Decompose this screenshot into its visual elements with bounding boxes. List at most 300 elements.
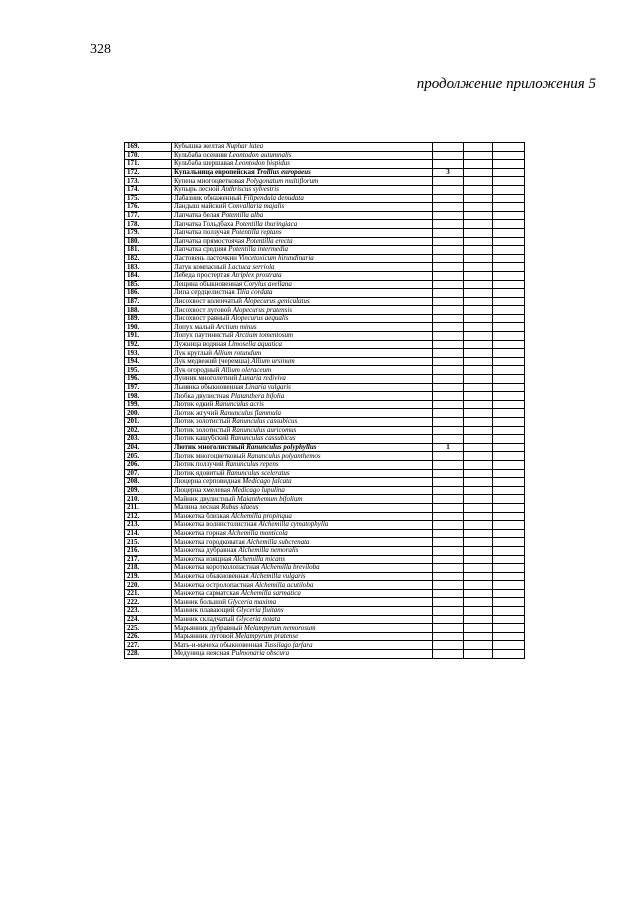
value-cell-3 — [493, 400, 525, 409]
russian-name: Марьянник дубравный — [174, 623, 243, 632]
latin-name: Alopecurus geniculatus — [243, 297, 310, 305]
table-row — [125, 357, 525, 366]
value-cell-3 — [493, 418, 525, 427]
table-row — [125, 418, 525, 427]
value-cell-2 — [464, 615, 493, 624]
species-name-cell — [172, 486, 433, 495]
value-cell-3 — [493, 589, 525, 598]
species-name-cell — [172, 203, 433, 212]
value-cell-2 — [464, 332, 493, 341]
value-cell-1 — [433, 607, 464, 616]
species-name-cell — [172, 237, 433, 246]
row-number: 228. — [125, 650, 172, 659]
species-name-cell — [172, 435, 433, 444]
value-cell-1 — [433, 271, 464, 280]
value-cell-3 — [493, 521, 525, 530]
value-cell-3 — [493, 460, 525, 469]
value-cell-2 — [464, 503, 493, 512]
value-cell-3 — [493, 572, 525, 581]
value-cell-1 — [433, 409, 464, 418]
row-number: 207. — [125, 469, 172, 478]
russian-name: Манник складчатый — [174, 615, 235, 623]
value-cell-1 — [433, 581, 464, 590]
table-row — [125, 254, 525, 263]
species-name-cell — [172, 168, 433, 177]
value-cell-1 — [433, 254, 464, 263]
value-cell-1 — [433, 228, 464, 237]
value-cell-1 — [433, 512, 464, 521]
russian-name: Лютик ядовитый — [174, 469, 225, 477]
russian-name: Лисохвост коленчатый — [174, 297, 243, 305]
value-cell-1 — [433, 521, 464, 530]
row-number: 195. — [125, 366, 172, 375]
row-number: 186. — [125, 289, 172, 298]
russian-name: Купырь лесной — [174, 185, 220, 194]
value-cell-3 — [493, 512, 525, 521]
page-number: 328 — [90, 42, 111, 57]
table-row — [125, 632, 525, 641]
value-cell-2 — [464, 289, 493, 298]
value-cell-1 — [433, 366, 464, 375]
row-number: 169. — [125, 143, 172, 152]
value-cell-1 — [433, 297, 464, 306]
row-number: 213. — [125, 521, 172, 530]
table-row — [125, 340, 525, 349]
table-row — [125, 486, 525, 495]
value-cell-1 — [433, 460, 464, 469]
value-cell-1 — [433, 641, 464, 650]
species-name-cell — [172, 426, 433, 435]
row-number: 226. — [125, 632, 172, 641]
value-cell-1 — [433, 143, 464, 152]
row-number: 176. — [125, 203, 172, 212]
value-cell-1 — [433, 220, 464, 229]
value-cell-3 — [493, 443, 525, 452]
latin-name: Pulmonaria obscura — [231, 649, 290, 658]
russian-name: Лопух малый — [174, 322, 215, 331]
row-number: 219. — [125, 572, 172, 581]
value-cell-3 — [493, 383, 525, 392]
value-cell-1 — [433, 503, 464, 512]
value-cell-2 — [464, 632, 493, 641]
latin-name: Atriplex prostrata — [231, 271, 282, 280]
table-row — [125, 375, 525, 384]
table-row — [125, 555, 525, 564]
row-number: 178. — [125, 220, 172, 229]
table-row — [125, 607, 525, 616]
value-cell-1 — [433, 211, 464, 220]
row-number: 191. — [125, 332, 172, 341]
value-cell-1 — [433, 495, 464, 504]
latin-name: Glyceria maxima — [227, 597, 277, 606]
value-cell-2 — [464, 486, 493, 495]
value-cell-3 — [493, 237, 525, 246]
table-row — [125, 151, 525, 160]
table-row — [125, 143, 525, 152]
value-cell-3 — [493, 555, 525, 564]
value-cell-3 — [493, 177, 525, 186]
value-cell-2 — [464, 375, 493, 384]
value-cell-3 — [493, 203, 525, 212]
russian-name: Лапчатка средняя — [174, 245, 227, 254]
value-cell-1 — [433, 650, 464, 659]
value-cell-3 — [493, 332, 525, 341]
value-cell-3 — [493, 357, 525, 366]
value-cell-3 — [493, 366, 525, 375]
value-cell-2 — [464, 400, 493, 409]
value-cell-2 — [464, 435, 493, 444]
russian-name: Лук медвежий (черемша) — [174, 357, 250, 366]
species-name-cell — [172, 495, 433, 504]
value-cell-3 — [493, 615, 525, 624]
value-cell-1 — [433, 632, 464, 641]
table-row — [125, 598, 525, 607]
table-row — [125, 220, 525, 229]
species-name-cell — [172, 607, 433, 616]
table-row — [125, 332, 525, 341]
latin-name: Alchemilla monticola — [227, 529, 288, 538]
latin-name: Alopecurus pratensis — [232, 305, 293, 314]
species-name-cell — [172, 443, 433, 452]
species-name-cell — [172, 297, 433, 306]
value-cell-3 — [493, 598, 525, 607]
species-name-cell — [172, 340, 433, 349]
value-cell-3 — [493, 641, 525, 650]
latin-name: Alchemilla acutiloba — [254, 580, 314, 589]
row-number: 174. — [125, 185, 172, 194]
value-cell-3 — [493, 323, 525, 332]
species-name-cell — [172, 228, 433, 237]
value-cell-2 — [464, 246, 493, 255]
russian-name: Кульбаба осенняя — [174, 151, 228, 159]
species-name-cell — [172, 151, 433, 160]
russian-name: Липа сердцелистная — [174, 288, 235, 297]
row-number: 212. — [125, 512, 172, 521]
value-cell-2 — [464, 581, 493, 590]
value-cell-3 — [493, 426, 525, 435]
latin-name: Melampyrum pratense — [235, 632, 299, 641]
value-cell-1: 1 — [433, 443, 464, 452]
row-number: 182. — [125, 254, 172, 263]
row-number: 223. — [125, 607, 172, 616]
value-cell-3 — [493, 289, 525, 298]
russian-name: Лапчатка ползучая — [174, 228, 230, 237]
value-cell-2 — [464, 624, 493, 633]
value-cell-3 — [493, 143, 525, 152]
value-cell-1 — [433, 177, 464, 186]
row-number: 197. — [125, 383, 172, 392]
russian-name: Лебеда простертая — [174, 271, 230, 280]
value-cell-3 — [493, 220, 525, 229]
latin-name: Trollius europaeus — [256, 168, 311, 177]
row-number: 198. — [125, 392, 172, 401]
value-cell-1 — [433, 383, 464, 392]
species-name-cell — [172, 452, 433, 461]
table-row — [125, 650, 525, 659]
table-row — [125, 280, 525, 289]
row-number: 175. — [125, 194, 172, 203]
species-name-cell — [172, 503, 433, 512]
species-name-cell — [172, 375, 433, 384]
row-number: 194. — [125, 357, 172, 366]
species-name-cell — [172, 538, 433, 547]
value-cell-2 — [464, 452, 493, 461]
row-number: 201. — [125, 418, 172, 427]
table-row — [125, 443, 525, 452]
species-name-cell — [172, 289, 433, 298]
value-cell-2 — [464, 254, 493, 263]
row-number: 217. — [125, 555, 172, 564]
row-number: 172. — [125, 168, 172, 177]
table-row — [125, 615, 525, 624]
row-number: 227. — [125, 641, 172, 650]
latin-name: Alchemilla subcrenata — [246, 537, 310, 546]
table-row — [125, 289, 525, 298]
row-number: 211. — [125, 503, 172, 512]
latin-name: Allium ursinum — [251, 357, 295, 366]
russian-name: Манжетка коротколопастная — [174, 563, 260, 572]
value-cell-1 — [433, 203, 464, 212]
table-row — [125, 194, 525, 203]
species-name-cell — [172, 392, 433, 401]
value-cell-1 — [433, 323, 464, 332]
species-name-cell — [172, 529, 433, 538]
table-row — [125, 538, 525, 547]
russian-name: Манник большой — [174, 597, 227, 606]
latin-name: Potentilla alba — [221, 211, 264, 220]
value-cell-1 — [433, 357, 464, 366]
value-cell-1 — [433, 486, 464, 495]
value-cell-2 — [464, 280, 493, 289]
species-name-cell — [172, 615, 433, 624]
species-name-cell — [172, 478, 433, 487]
species-name-cell — [172, 589, 433, 598]
russian-name: Лабазник обнаженный — [174, 194, 242, 202]
value-cell-1 — [433, 452, 464, 461]
value-cell-2 — [464, 211, 493, 220]
value-cell-3 — [493, 392, 525, 401]
russian-name: Лопух паутинистый — [174, 331, 234, 340]
species-name-cell — [172, 555, 433, 564]
row-number: 200. — [125, 409, 172, 418]
row-number: 179. — [125, 228, 172, 237]
row-number: 202. — [125, 426, 172, 435]
latin-name: Lunaria rediviva — [238, 374, 286, 383]
value-cell-2 — [464, 443, 493, 452]
value-cell-1: 3 — [433, 168, 464, 177]
value-cell-3 — [493, 607, 525, 616]
row-number: 209. — [125, 486, 172, 495]
russian-name: Мать-и-мачеха обыкновенная — [174, 640, 263, 649]
value-cell-1 — [433, 589, 464, 598]
latin-name: Polygonatum multiflorum — [245, 176, 319, 185]
value-cell-2 — [464, 469, 493, 478]
russian-name: Манник плавающий — [174, 606, 235, 615]
value-cell-2 — [464, 263, 493, 272]
table-row — [125, 185, 525, 194]
species-name-cell — [172, 546, 433, 555]
table-row — [125, 460, 525, 469]
row-number: 171. — [125, 160, 172, 169]
table-row — [125, 478, 525, 487]
value-cell-3 — [493, 194, 525, 203]
value-cell-3 — [493, 495, 525, 504]
value-cell-3 — [493, 503, 525, 512]
value-cell-2 — [464, 271, 493, 280]
row-number: 220. — [125, 581, 172, 590]
species-name-cell — [172, 143, 433, 152]
row-number: 221. — [125, 589, 172, 598]
table-row — [125, 203, 525, 212]
table-row — [125, 177, 525, 186]
table-row — [125, 366, 525, 375]
value-cell-1 — [433, 289, 464, 298]
russian-name: Люцерна хмелевая — [174, 486, 231, 495]
value-cell-1 — [433, 529, 464, 538]
latin-name: Alchemilla micans — [233, 555, 285, 563]
table-row — [125, 589, 525, 598]
table-row — [125, 435, 525, 444]
latin-name: Potentilla reptans — [231, 228, 282, 237]
species-name-cell — [172, 211, 433, 220]
value-cell-2 — [464, 185, 493, 194]
latin-name: Ranunculus polyanthemos — [246, 451, 321, 460]
latin-name: Convallaria majalis — [228, 202, 285, 211]
table-row — [125, 503, 525, 512]
value-cell-2 — [464, 168, 493, 177]
russian-name: Манжетка близкая — [174, 512, 230, 520]
value-cell-3 — [493, 228, 525, 237]
value-cell-1 — [433, 340, 464, 349]
russian-name: Лютик золотистый — [174, 417, 231, 426]
value-cell-3 — [493, 452, 525, 461]
latin-name: Allium oleraceum — [221, 365, 272, 374]
table-row — [125, 564, 525, 573]
russian-name: Лунник многолетний — [174, 374, 238, 383]
value-cell-3 — [493, 246, 525, 255]
table-row — [125, 228, 525, 237]
russian-name: Льнянка обыкновенная — [174, 383, 244, 391]
row-number: 205. — [125, 452, 172, 461]
table-row — [125, 546, 525, 555]
row-number: 187. — [125, 297, 172, 306]
value-cell-2 — [464, 641, 493, 650]
latin-name: Nuphar lutea — [225, 142, 264, 151]
value-cell-1 — [433, 246, 464, 255]
russian-name: Манжетка сарматская — [174, 589, 240, 598]
latin-name: Glyceria notata — [236, 615, 281, 623]
latin-name: Alopecurus aequalis — [231, 314, 289, 323]
value-cell-3 — [493, 280, 525, 289]
row-number: 189. — [125, 314, 172, 323]
russian-name: Малина лесная — [174, 503, 220, 512]
value-cell-3 — [493, 409, 525, 418]
table-row — [125, 211, 525, 220]
table-row — [125, 271, 525, 280]
value-cell-3 — [493, 632, 525, 641]
value-cell-3 — [493, 168, 525, 177]
latin-name: Corylus avellana — [243, 280, 292, 288]
russian-name: Лютик золотистый — [174, 426, 231, 434]
value-cell-2 — [464, 555, 493, 564]
value-cell-2 — [464, 143, 493, 152]
value-cell-3 — [493, 263, 525, 272]
value-cell-2 — [464, 297, 493, 306]
russian-name: Марьянник луговой — [174, 632, 234, 641]
table-row — [125, 323, 525, 332]
latin-name: Glyceria fluitans — [236, 606, 284, 615]
value-cell-2 — [464, 237, 493, 246]
russian-name: Манжетка дубравная — [174, 546, 237, 555]
value-cell-1 — [433, 280, 464, 289]
russian-name: Манжетка обыкновенная — [174, 572, 249, 580]
value-cell-1 — [433, 314, 464, 323]
row-number: 216. — [125, 546, 172, 555]
species-name-cell — [172, 271, 433, 280]
table-row — [125, 641, 525, 650]
latin-name: Arctium tomentosum — [235, 331, 294, 340]
russian-name: Лисохвост равный — [174, 314, 230, 323]
latin-name: Alchemilla vulgaris — [250, 572, 306, 580]
value-cell-1 — [433, 349, 464, 358]
latin-name: Potentilla intermedia — [228, 245, 288, 254]
latin-name: Arctium minus — [215, 322, 257, 331]
value-cell-1 — [433, 185, 464, 194]
species-table — [124, 142, 525, 659]
species-name-cell — [172, 366, 433, 375]
row-number: 180. — [125, 237, 172, 246]
value-cell-2 — [464, 529, 493, 538]
latin-name: Tussilago farfara — [264, 640, 313, 649]
species-name-cell — [172, 418, 433, 427]
value-cell-1 — [433, 151, 464, 160]
species-name-cell — [172, 246, 433, 255]
table-row — [125, 521, 525, 530]
value-cell-1 — [433, 598, 464, 607]
row-number: 215. — [125, 538, 172, 547]
table-row — [125, 392, 525, 401]
row-number: 206. — [125, 460, 172, 469]
table-row — [125, 160, 525, 169]
table-row — [125, 529, 525, 538]
species-name-cell — [172, 306, 433, 315]
russian-name: Медуница неясная — [174, 649, 230, 658]
row-number: 196. — [125, 375, 172, 384]
latin-name: Rubus idaeus — [220, 503, 259, 512]
value-cell-2 — [464, 177, 493, 186]
row-number: 181. — [125, 246, 172, 255]
value-cell-3 — [493, 624, 525, 633]
value-cell-1 — [433, 263, 464, 272]
table-row — [125, 400, 525, 409]
table-row — [125, 306, 525, 315]
russian-name: Лапчатка Гольдбаха — [174, 219, 234, 228]
russian-name: Майник двулистный — [174, 494, 236, 503]
species-name-cell — [172, 349, 433, 358]
species-name-cell — [172, 632, 433, 641]
value-cell-3 — [493, 306, 525, 315]
table-row — [125, 452, 525, 461]
row-number: 173. — [125, 177, 172, 186]
species-name-cell — [172, 598, 433, 607]
value-cell-2 — [464, 564, 493, 573]
latin-name: Filipendula denudata — [243, 194, 304, 202]
value-cell-2 — [464, 460, 493, 469]
russian-name: Ластовень ласточкин — [174, 254, 237, 263]
row-number: 203. — [125, 435, 172, 444]
species-name-cell — [172, 564, 433, 573]
species-name-cell — [172, 185, 433, 194]
